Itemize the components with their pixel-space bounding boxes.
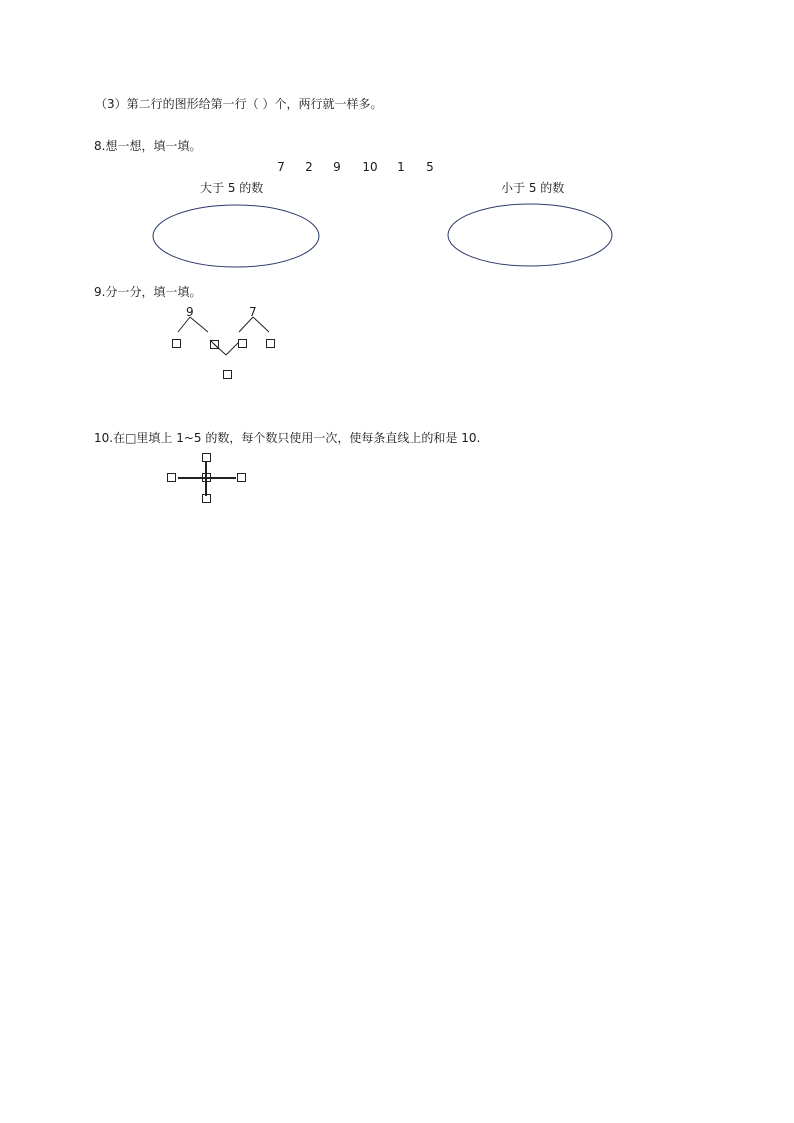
answer-box-right[interactable] (237, 473, 246, 482)
tree-branch-line (190, 317, 208, 332)
number-item: 9 (333, 160, 341, 174)
number-item: 7 (277, 160, 285, 174)
tree-branch-line (253, 317, 269, 332)
tree-left-top-number: 9 (186, 305, 194, 319)
greater-than-5-ellipse[interactable] (153, 205, 319, 267)
answer-box[interactable] (210, 340, 219, 349)
tree-right-top-number: 7 (249, 305, 257, 319)
answer-box-bottom[interactable] (202, 494, 211, 503)
answer-box[interactable] (238, 339, 247, 348)
answer-box-top[interactable] (202, 453, 211, 462)
answer-box[interactable] (223, 370, 232, 379)
question-3-text: （3）第二行的图形给第一行（ ）个，两行就一样多。 (95, 97, 383, 111)
answer-box-left[interactable] (167, 473, 176, 482)
number-item: 2 (305, 160, 313, 174)
question-9-title: 9.分一分，填一填。 (94, 285, 202, 299)
tree-branch-line (178, 317, 190, 332)
answer-box[interactable] (172, 339, 181, 348)
answer-box[interactable] (266, 339, 275, 348)
question-10-title: 10.在□里填上 1~5 的数，每个数只使用一次，使每条直线上的和是 10. (94, 431, 481, 445)
less-than-5-label: 小于 5 的数 (501, 181, 565, 195)
number-item: 1 (397, 160, 405, 174)
number-item: 10 (362, 160, 378, 174)
number-item: 5 (426, 160, 434, 174)
answer-box-center[interactable] (202, 473, 211, 482)
question-8-title: 8.想一想，填一填。 (94, 139, 202, 153)
less-than-5-ellipse[interactable] (448, 204, 612, 266)
tree-branch-line (239, 317, 253, 332)
greater-than-5-label: 大于 5 的数 (200, 181, 264, 195)
